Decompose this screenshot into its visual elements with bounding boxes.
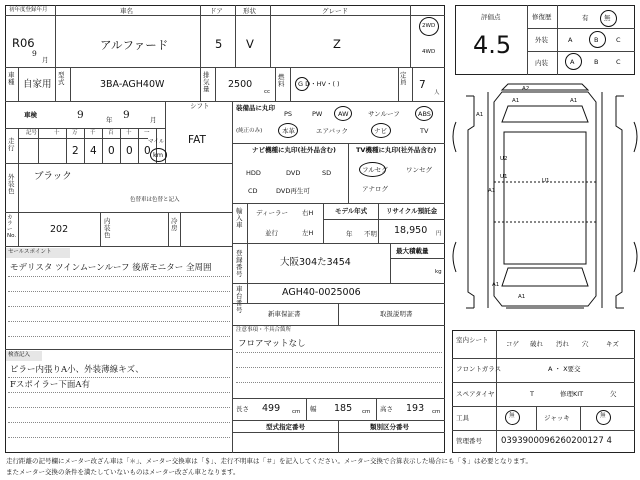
spare-option: 欠 [610,390,617,398]
line [232,243,445,244]
type-col-label: 車種 [8,71,15,87]
odometer-header-line [18,138,148,139]
footer-line1: 走行距離の記号欄にメーター改ざん車は「＊」、メーター交換車は「＄」、走行不明車は「＃」を記入してください。メーター交換で合算表示した場合にも「＄」は必要となります。 [6,457,532,465]
shape-label: 形状 [243,7,256,15]
model-year-unknown: 不明 [364,230,377,238]
col-divider [323,203,324,243]
drive-4wd: 4WD [422,49,436,55]
right-hand: 右H [302,209,314,217]
aircon-label: 冷房 [171,217,178,233]
row1-header-line [5,15,445,16]
interior-label: 内装 [535,59,548,67]
line [5,349,232,350]
interior-color-label: 内装色 [104,217,111,240]
glass-options: A ・ X要交 [548,365,581,373]
col-divider [55,67,56,101]
odometer-unit-label: 十 [126,130,132,136]
odometer-unit-label: 記号 [26,130,38,136]
seat-item: コゲ [506,340,519,348]
capacity: 7 [419,79,426,91]
width-unit: cm [362,409,371,415]
interior-grade: B [594,58,599,66]
spare-option: 修理KIT [560,390,584,398]
col-divider [200,67,201,101]
warranty: 新車保証書 [268,310,301,318]
length-value: 499 [262,403,281,414]
row1-bottom-line [5,67,445,68]
month-unit-2: 月 [150,116,157,124]
dot-line [8,437,230,438]
mile-label: マイル [148,139,165,145]
aw-circle-mark [334,106,352,121]
equipment-item: 本革 [282,127,295,135]
col-divider [18,163,19,212]
reg-month: 9 [32,49,37,58]
line [390,258,445,259]
inspector-line2: Fスポイラー下面A有 [10,380,91,390]
glass-label: フロントガラス [456,365,502,373]
door-label: ドア [210,7,223,15]
dot-line [8,336,230,337]
line [232,203,445,204]
fuel-label: 燃料 [278,73,285,89]
repair-option: 有 [582,14,589,22]
col-divider [200,5,201,67]
col-divider [398,67,399,101]
exterior-grade: A [568,36,573,44]
col-divider [536,406,537,430]
km-label: km [153,151,164,159]
exterior-grade: B [594,36,599,44]
navi-item: DVD [286,169,301,177]
color-no: 202 [50,224,69,235]
col-divider [290,67,291,101]
interior-a-circle-mark [565,53,582,70]
kg-unit: kg [435,269,442,275]
col-divider [55,5,56,67]
odometer-unit-label: 千 [90,130,96,136]
middle-divider [232,101,233,453]
col-divider [378,203,379,243]
damage-a1-left-mid: A1 [488,188,496,194]
dot-line [8,291,230,292]
damage-a1-front: A1 [512,98,520,104]
car-name: アルファード [100,38,169,52]
recycle-fee-label: リサイクル預託金 [386,207,438,215]
line [452,382,635,383]
equipment-item: PW [312,110,323,118]
col-divider [18,212,19,246]
exterior-color-label: 外装色 [8,173,15,196]
shift-label: シフト [190,102,210,110]
spare-label: スペアタイヤ [456,390,495,398]
odometer-digit: 0 [144,145,151,157]
equipment-item: AW [338,110,349,118]
damage-u1-left: U1 [500,174,508,180]
col-divider [410,5,411,67]
manage-label: 管理番号 [456,437,482,445]
repair-label: 修復歴 [532,13,552,21]
row2-bottom-line [5,101,445,102]
tool-value: 無 [509,413,515,419]
col-divider [18,128,19,163]
inspector-label: 検査記入 [8,352,31,358]
col-divider [70,67,71,101]
navi-item: SD [322,169,332,177]
yen-unit: 円 [436,231,442,237]
odometer-col-divider [102,128,103,163]
line [527,51,635,52]
odometer-col-divider [84,128,85,163]
equipment-item: ABS [418,110,431,118]
exterior-color: ブラック [34,171,72,182]
inspector-line1: ピラー内張りA小、外装薄線キズ、 [10,365,144,375]
reg-year-label: 初年度登録年月 [9,7,48,13]
door-count: 5 [215,37,223,51]
damage-a1-rear-left: A1 [492,282,500,288]
line [232,398,445,399]
chassis-label: 車台番号 [236,285,243,315]
col-divider [215,67,216,101]
inspection-year: 9 [77,109,84,121]
navi-item: CD [248,187,258,195]
odometer-col-divider [120,128,121,163]
seat-label: 室内シート [456,336,489,344]
col-divider [527,5,528,75]
line [232,432,445,433]
equipment-item: TV [420,127,429,135]
navi-item: HDD [246,169,261,177]
navi-circle-mark [371,123,391,138]
drive-2wd: 2WD [422,23,436,29]
plate-number: 大阪304た3454 [280,257,351,268]
tool-label: 工具 [456,414,469,422]
fullseg-circle-mark [359,162,386,177]
notes: フロアマットなし [238,339,306,349]
exterior-grade: C [616,36,621,44]
width-value: 185 [334,403,353,414]
shape: V [246,37,254,51]
odometer-digit: 2 [72,145,79,157]
type-designation-label: 型式指定番号 [266,423,305,431]
equipment-item: ナビ [374,127,387,135]
col-divider [580,406,581,430]
dot-line [8,321,230,322]
dot-line [8,306,230,307]
dot-line [8,422,230,423]
model-code: 3BA-AGH40W [100,79,165,90]
max-load-label: 最大積載量 [396,247,429,255]
interior-grade: A [570,58,575,66]
fuel-options: G D・HV・( ) [298,80,340,88]
odometer-col-divider [38,128,39,163]
col-divider [412,67,413,101]
col-divider [275,67,276,101]
line [232,325,445,326]
import-label: 輸入車 [236,207,243,230]
model-year-label: モデル年式 [335,207,368,215]
col-divider [390,243,391,283]
jack-value: 無 [600,413,606,419]
displacement-label: 排気量 [203,71,210,94]
col-divider [376,398,377,420]
exterior-b-circle-mark [589,31,606,48]
seat-item: 破れ [530,340,543,348]
equipment-item: PS [284,110,293,118]
line [452,430,635,431]
col-divider [270,5,271,67]
manage-number: 0393900096260200127 4 [501,436,612,446]
year-unit: 年 [106,116,113,124]
odometer-col-divider [138,128,139,163]
month-unit: 月 [42,56,49,64]
damage-a2-front-bumper: A2 [522,86,530,92]
col-divider [338,303,339,325]
col-divider [348,143,349,203]
odometer-digit: 4 [90,145,97,157]
color-no-label: カラーNo. [7,215,17,240]
line [5,212,232,213]
damage-a1-front-right: A1 [570,98,578,104]
seat-item: キズ [606,340,619,348]
line [5,128,165,129]
dot-line [8,407,230,408]
tv-item: アナログ [362,185,388,193]
equipment-item: エアバック [316,127,348,135]
line [452,406,635,407]
chassis-number: AGH40-0025006 [282,287,361,298]
model-label: 型式 [58,71,65,87]
col-divider [338,420,339,453]
plate-label: 登録番号 [236,249,243,279]
left-hand: 左H [302,229,314,237]
color-change-note: 色替車は色替と記入 [130,197,180,203]
tv-title: TV機種に丸印(社外品含む) [356,146,437,154]
col-divider [180,212,181,246]
equipment-title: 装備品に丸印 [236,104,275,112]
displacement: 2500 [228,79,253,90]
line [323,219,445,220]
score-value: 4.5 [473,31,512,59]
damage-u1-roof: U1 [542,178,550,184]
damage-a1-rear: A1 [518,294,526,300]
shift: FAT [188,134,206,146]
odometer-digit: 0 [108,145,115,157]
odometer-unit-label: 一 [144,130,150,136]
col-divider [306,398,307,420]
dealer: ディーラー [256,209,288,217]
person-unit: 人 [434,90,440,96]
usage: 自家用 [23,79,52,90]
dot-line [8,276,230,277]
sales-points-label: セールスポイント [8,249,52,255]
dot-line [8,392,230,393]
line [232,283,445,284]
repair-option: 無 [604,14,611,22]
dot-line [236,367,442,368]
notes-label: 注意事項・不具合箇所 [236,327,292,333]
leather-circle-mark [278,123,298,138]
cc-unit: cc [264,89,271,95]
sales-points: モデリスタ ツインムーンルーフ 後席モニター 全周囲 [10,263,212,273]
height-unit: cm [432,409,441,415]
odometer-unit-label: 万 [72,130,78,136]
footer-line2: またメーター交換の条件を満たしていないものはメーター改ざん車となります。 [6,468,240,476]
col-divider [18,67,19,101]
length-label: 長さ [236,405,249,413]
dot-line [8,377,230,378]
interior-grade: C [616,58,621,66]
tv-item: ワンセグ [406,166,432,174]
col-divider [557,5,558,75]
col-divider [247,203,248,243]
grade: Z [333,37,341,51]
line [527,28,635,29]
damage-a1-left-front: A1 [476,112,484,118]
repair-none-circle-mark [600,10,617,27]
col-divider [496,330,497,453]
manual: 取扱説明書 [380,310,413,318]
line [452,358,635,359]
height-value: 193 [406,403,425,414]
car-damage-diagram [452,82,638,310]
col-divider [247,243,248,303]
odometer-label: 走行 [8,137,15,153]
grade-label: グレード [322,7,348,15]
odometer-unit-label: 百 [108,130,114,136]
col-divider [235,5,236,67]
length-unit: cm [292,409,301,415]
height-label: 高さ [380,405,393,413]
odometer-digit: 0 [126,145,133,157]
recycle-fee: 18,950 [394,225,428,236]
line [232,143,445,144]
score-label: 評価点 [481,13,501,21]
seat-item: 汚れ [556,340,569,348]
col-divider [100,212,101,246]
equipment-subtitle: (純正のみ) [236,128,263,134]
exterior-label: 外装 [535,36,548,44]
line [5,163,232,164]
line [5,246,232,247]
navi-title: ナビ機種に丸印(社外品含む) [252,146,336,154]
car-name-label: 車名 [120,7,133,15]
capacity-label: 定員 [400,71,407,87]
jack-label: ジャッキ [544,414,570,422]
dot-line [236,352,442,353]
parallel: 並行 [265,229,278,237]
inspection-month: 9 [123,109,130,121]
width-label: 幅 [310,405,317,413]
navi-item: DVD再生可 [276,187,310,195]
model-year-unit: 年 [346,230,353,238]
odometer-col-divider [66,128,67,163]
odometer-unit-label: 十 [54,130,60,136]
damage-u2-left: U2 [500,156,508,162]
abs-circle-mark [415,106,433,121]
seat-item: 穴 [582,340,589,348]
col-divider [168,212,169,246]
category-label: 類別区分番号 [370,423,409,431]
tv-item: フルセグ [362,166,388,174]
spare-option: T [530,390,534,398]
inspection-label: 車検 [24,111,37,119]
dot-line [236,382,442,383]
reg-year: R06 [12,36,35,50]
equipment-item: サンルーフ [368,110,400,118]
